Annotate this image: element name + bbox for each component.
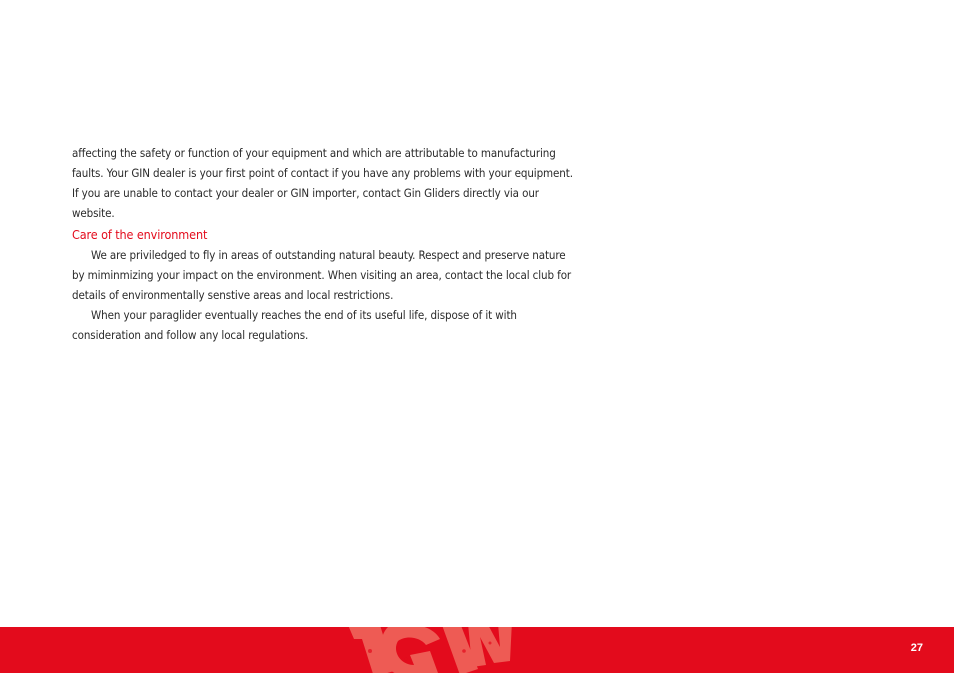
footer-bar bbox=[0, 627, 954, 673]
text-line: details of environmentally senstive areas and local restrictions. bbox=[72, 288, 394, 302]
text-line: by miminmizing your impact on the environment. When visiting an area, contact the local club for bbox=[72, 268, 572, 282]
page-number: 27 bbox=[910, 642, 923, 654]
environment-paragraph-2 bbox=[72, 305, 592, 345]
text-line: If you are unable to contact your dealer or GIN importer, contact Gin Gliders directly via our bbox=[72, 186, 539, 200]
text-line: We are priviledged to fly in areas of outstanding natural beauty. Respect and preserve nature bbox=[91, 248, 566, 262]
document-body bbox=[72, 143, 592, 345]
text-line: When your paraglider eventually reaches the end of its useful life, dispose of it with bbox=[91, 308, 517, 322]
text-line: faults. Your GIN dealer is your first point of contact if you have any problems with your equipment. bbox=[72, 166, 573, 180]
text-line: consideration and follow any local regulations. bbox=[72, 328, 309, 342]
gin-logo-icon bbox=[340, 627, 520, 673]
text-line: website. bbox=[72, 206, 115, 220]
section-heading: Care of the environment bbox=[72, 227, 208, 242]
text-line: affecting the safety or function of your equipment and which are attributable to manufacturing bbox=[72, 146, 556, 160]
intro-paragraph bbox=[72, 143, 592, 223]
environment-paragraph-1 bbox=[72, 245, 592, 305]
